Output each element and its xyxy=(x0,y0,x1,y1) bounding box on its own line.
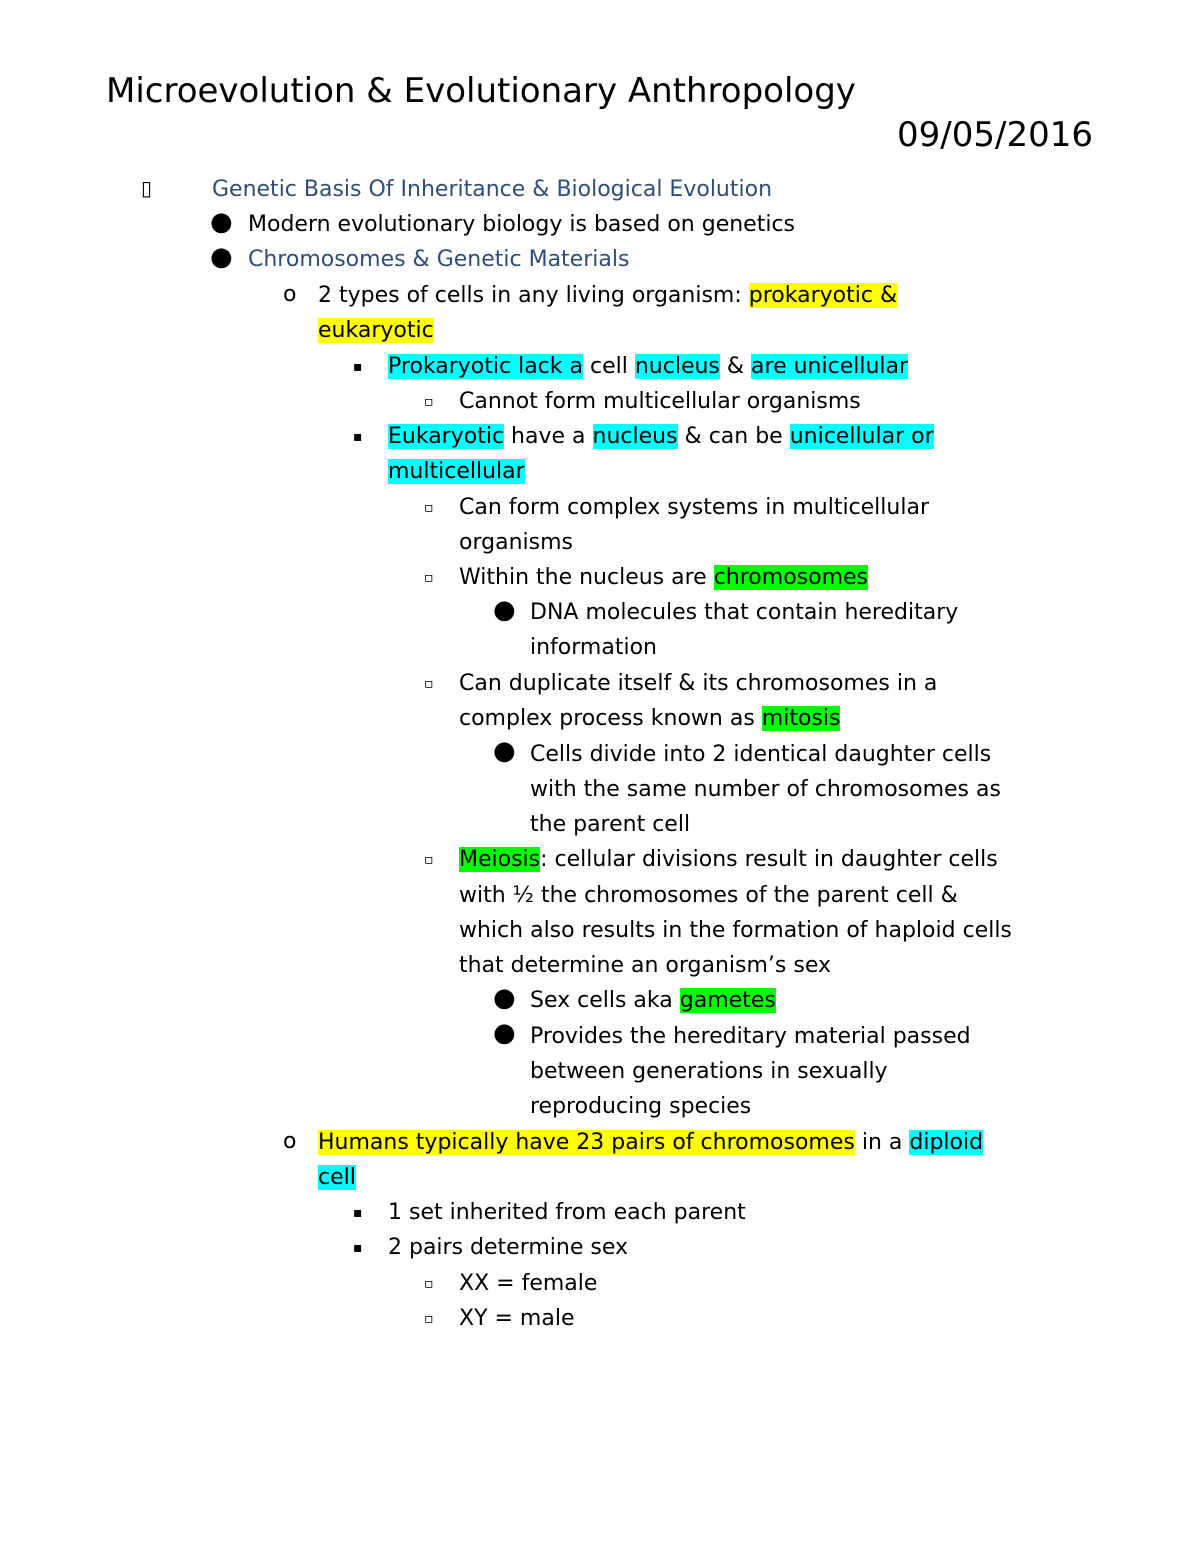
box-bullet-icon: ▯ xyxy=(141,176,153,200)
section-heading: Genetic Basis Of Inheritance & Biological Evolution xyxy=(212,177,773,202)
highlight: eukaryotic xyxy=(318,318,434,343)
circle-bullet-icon: o xyxy=(283,282,297,307)
list-item: DNA molecules that contain hereditary xyxy=(530,600,959,625)
list-item: Prokaryotic lack a cell nucleus & are unicellular xyxy=(388,354,909,379)
subsection-heading: Chromosomes & Genetic Materials xyxy=(248,247,630,272)
list-item: Cannot form multicellular organisms xyxy=(459,389,861,414)
small-square-bullet-icon: ▫ xyxy=(424,1276,434,1292)
square-bullet-icon: ▪ xyxy=(353,429,363,445)
small-square-bullet-icon: ▫ xyxy=(424,394,434,410)
small-square-bullet-icon: ▫ xyxy=(424,570,434,586)
list-item-continued: information xyxy=(530,635,657,660)
dot-bullet-icon: ● xyxy=(493,736,516,766)
list-item-continued: the parent cell xyxy=(530,812,691,837)
dot-bullet-icon: ● xyxy=(210,207,233,237)
square-bullet-icon: ▪ xyxy=(353,359,363,375)
list-item: Cells divide into 2 identical daughter cells xyxy=(530,742,992,767)
list-item: Meiosis: cellular divisions result in daughter cells xyxy=(459,847,998,872)
document-title: Microevolution & Evolutionary Anthropology xyxy=(106,71,856,111)
dot-bullet-icon: ● xyxy=(210,242,233,272)
square-bullet-icon: ▪ xyxy=(353,1240,363,1256)
highlight: prokaryotic & xyxy=(748,283,898,308)
list-item: 2 pairs determine sex xyxy=(388,1235,629,1260)
list-item: Humans typically have 23 pairs of chromosomes in a diploid xyxy=(318,1130,984,1155)
list-item: 2 types of cells in any living organism: prokaryotic & xyxy=(318,283,898,308)
list-item-continued: with ½ the chromosomes of the parent cell & xyxy=(459,883,958,908)
small-square-bullet-icon: ▫ xyxy=(424,1311,434,1327)
list-item: XY = male xyxy=(459,1306,575,1331)
small-square-bullet-icon: ▫ xyxy=(424,676,434,692)
list-item-continued: reproducing species xyxy=(530,1094,752,1119)
list-item: Eukaryotic have a nucleus & can be unicellular or xyxy=(388,424,934,449)
list-item: Sex cells aka gametes xyxy=(530,988,776,1013)
list-item-continued: cell xyxy=(318,1165,356,1190)
small-square-bullet-icon: ▫ xyxy=(424,852,434,868)
dot-bullet-icon: ● xyxy=(493,595,516,625)
circle-bullet-icon: o xyxy=(283,1129,297,1154)
dot-bullet-icon: ● xyxy=(493,1018,516,1048)
list-item-continued: multicellular xyxy=(388,459,525,484)
list-item: Can form complex systems in multicellular xyxy=(459,495,929,520)
list-item: 1 set inherited from each parent xyxy=(388,1200,746,1225)
list-item: Within the nucleus are chromosomes xyxy=(459,565,869,590)
document-date: 09/05/2016 xyxy=(897,115,1093,155)
dot-bullet-icon: ● xyxy=(493,983,516,1013)
list-item-continued: which also results in the formation of haploid cells xyxy=(459,918,1012,943)
list-item-continued: that determine an organism’s sex xyxy=(459,953,832,978)
list-item: Modern evolutionary biology is based on genetics xyxy=(248,212,796,237)
list-item-continued: between generations in sexually xyxy=(530,1059,888,1084)
list-item-continued: organisms xyxy=(459,530,573,555)
list-item-continued: with the same number of chromosomes as xyxy=(530,777,1001,802)
list-item: XX = female xyxy=(459,1271,598,1296)
list-item: Can duplicate itself & its chromosomes in a xyxy=(459,671,938,696)
square-bullet-icon: ▪ xyxy=(353,1205,363,1221)
list-item-continued: complex process known as mitosis xyxy=(459,706,841,731)
list-item: Provides the hereditary material passed xyxy=(530,1024,971,1049)
list-item-continued xyxy=(318,313,434,348)
small-square-bullet-icon: ▫ xyxy=(424,500,434,516)
